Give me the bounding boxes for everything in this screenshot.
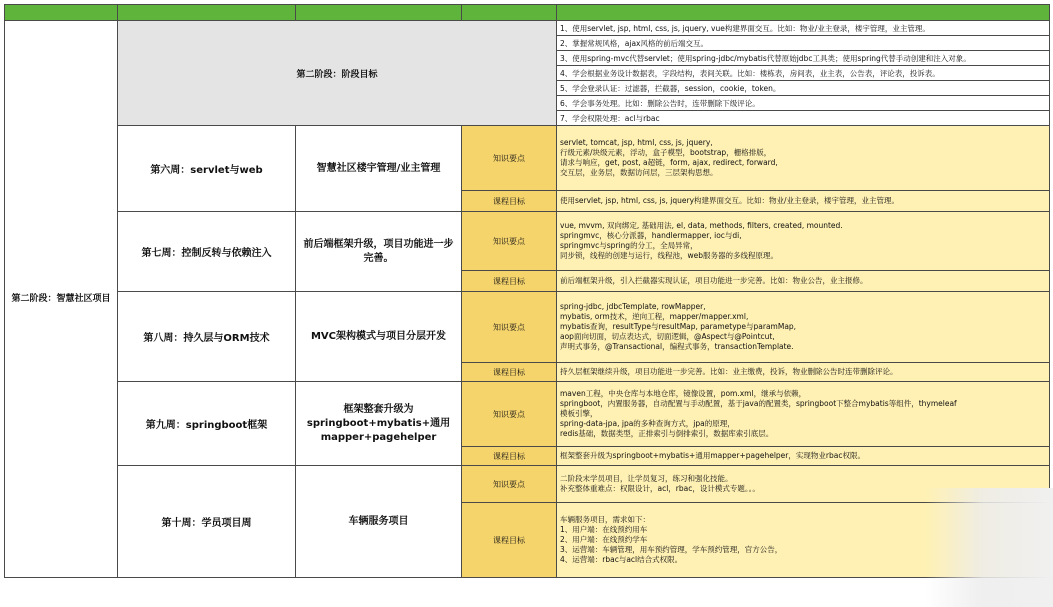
week-topic: 框架整套升级为springboot+mybatis+通用mapper+pagehelper: [296, 382, 462, 466]
goal-content: [557, 191, 1050, 212]
week-topic: 智慧社区楼宇管理/业主管理: [296, 126, 462, 212]
knowledge-line: 交互层，业务层，数据访问层，三层架构思想。: [560, 168, 718, 177]
curriculum-table: [4, 4, 1050, 578]
week-title: 第八周：持久层与ORM技术: [118, 292, 296, 382]
knowledge-line: mybatis查询，resultType与resultMap, parametype与paramMap,: [560, 322, 797, 331]
week-knowledge-row: [5, 382, 1050, 447]
green-header-row: [5, 5, 1050, 21]
goal-label: 课程目标: [462, 363, 557, 382]
goal-content: [557, 363, 1050, 382]
knowledge-line: mybatis, orm技术，逆向工程，mapper/mapper.xml,: [560, 312, 749, 321]
knowledge-content: [557, 466, 1050, 503]
knowledge-line: redis基础，数据类型，正排索引与倒排索引，数据库索引底层。: [560, 429, 774, 438]
phase-goal-item: 5、学会登录认证：过滤器，拦截器，session，cookie，token。: [557, 81, 1050, 96]
phase-goal-item: 4、学会根据业务设计数据表，字段结构，表间关联。比如：楼栋表，房间表，业主表，公告表，评论表，投诉表。: [557, 66, 1050, 81]
goal-line: 1、用户端：在线预约用车: [560, 525, 648, 534]
goal-line: 持久层框架继续升级，项目功能进一步完善。比如：业主缴费，投诉，物业删除公告时连带删除评论。: [560, 367, 898, 376]
goal-line: 2、用户端：在线预约学车: [560, 535, 648, 544]
week-topic: 车辆服务项目: [296, 466, 462, 578]
knowledge-label: 知识要点: [462, 292, 557, 363]
knowledge-line: springmvc与spring的分工，全局异常，: [560, 241, 698, 250]
header-cell: [557, 5, 1050, 21]
week-title: 第六周：servlet与web: [118, 126, 296, 212]
header-cell: [462, 5, 557, 21]
knowledge-line: vue, mvvm, 双向绑定, 基础用法, el, data, methods, filters, created, mounted.: [560, 221, 843, 230]
knowledge-content: [557, 212, 1050, 271]
knowledge-line: spring-data-jpa, jpa的多种查询方式，jpa的原理，: [560, 419, 735, 428]
goal-line: 3、运营端：车辆管理，用车预约管理，学车预约管理，官方公告，: [560, 545, 783, 554]
knowledge-line: spring-jdbc, jdbcTemplate, rowMapper,: [560, 302, 706, 311]
week-knowledge-row: [5, 212, 1050, 271]
goal-label: 课程目标: [462, 447, 557, 466]
header-cell: [296, 5, 462, 21]
knowledge-content: [557, 126, 1050, 191]
goal-line: 框架整套升级为springboot+mybatis+通用mapper+pagehelper，实现物业rbac权限。: [560, 451, 865, 460]
phase-goal-item: 3、使用spring-mvc代替servlet；使用spring-jdbc/mybatis代替原始jdbc工具类；使用spring代替手动创建和注入对象。: [557, 51, 1050, 66]
goal-label: 课程目标: [462, 191, 557, 212]
knowledge-line: maven工程，中央仓库与本地仓库，镜像设置，pom.xml，继承与依赖，: [560, 389, 807, 398]
knowledge-line: 行级元素/块级元素，浮动，盒子模型，bootstrap，栅格排版，: [560, 148, 772, 157]
week-topic: MVC架构模式与项目分层开发: [296, 292, 462, 382]
knowledge-line: springmvc，核心分派器，handlermapper, ioc与di,: [560, 231, 742, 240]
knowledge-line: 请求与响应，get, post, a超链，form, ajax, redirect, forward,: [560, 158, 778, 167]
knowledge-label: 知识要点: [462, 126, 557, 191]
phase-goal-item: 1、使用servlet, jsp, html, css, js, jquery, vue构建界面交互。比如：物业/业主登录，楼宇管理，业主管理。: [557, 21, 1050, 36]
goal-content: [557, 271, 1050, 292]
goal-line: 使用servlet, jsp, html, css, js, jquery构建界面交互。比如：物业/业主登录，楼宇管理，业主管理。: [560, 196, 900, 205]
knowledge-line: 同步锁，线程的创建与运行，线程池，web服务器的多线程原理。: [560, 251, 779, 260]
knowledge-line: aop面向切面，切点表达式，切面逻辑，@Aspect与@Pointcut,: [560, 332, 775, 341]
header-cell: [5, 5, 118, 21]
knowledge-line: springboot，内置服务器，自动配置与手动配置，基于java的配置类，springboot下整合mybatis等组件，thymeleaf: [560, 399, 957, 408]
phase-goal-item: 2、掌握常规风格，ajax风格的前后端交互。: [557, 36, 1050, 51]
header-cell: [118, 5, 296, 21]
phase-goal-item: 6、学会事务处理。比如：删除公告时，连带删除下级评论。: [557, 96, 1050, 111]
goal-line: 前后端框架升级，引入拦截器实现认证，项目功能进一步完善。比如：物业公告，业主报修。: [560, 276, 868, 285]
week-knowledge-row: [5, 126, 1050, 191]
week-title: 第十周：学员项目周: [118, 466, 296, 578]
goal-label: 课程目标: [462, 503, 557, 578]
phase-label-cell: 第二阶段：智慧社区项目: [5, 21, 118, 578]
phase-goal-row: [5, 21, 1050, 36]
goal-line: 4、运营端：rbac与acl结合式权限。: [560, 555, 683, 564]
goal-content: [557, 447, 1050, 466]
phase-goal-item: 7、学会权限处理：acl与rbac: [557, 111, 1050, 126]
knowledge-line: servlet, tomcat, jsp, html, css, js, jquery,: [560, 138, 713, 147]
knowledge-label: 知识要点: [462, 212, 557, 271]
week-title: 第七周：控制反转与依赖注入: [118, 212, 296, 292]
week-knowledge-row: [5, 292, 1050, 363]
week-knowledge-row: [5, 466, 1050, 503]
week-topic: 前后端框架升级，项目功能进一步完善。: [296, 212, 462, 292]
phase-goal-header: 第二阶段：阶段目标: [118, 21, 557, 126]
knowledge-label: 知识要点: [462, 466, 557, 503]
goal-label: 课程目标: [462, 271, 557, 292]
knowledge-content: [557, 292, 1050, 363]
knowledge-line: 模板引擎，: [560, 409, 598, 418]
knowledge-line: 声明式事务，@Transactional，编程式事务，transactionTemplate.: [560, 342, 794, 351]
knowledge-line: 二阶段末学员项目，让学员复习，练习和强化技能。: [560, 474, 733, 483]
knowledge-label: 知识要点: [462, 382, 557, 447]
week-title: 第九周：springboot框架: [118, 382, 296, 466]
goal-line: 车辆服务项目，需求如下：: [560, 515, 650, 524]
knowledge-content: [557, 382, 1050, 447]
knowledge-line: 补充整体重难点：权限设计，acl，rbac，设计模式专题。。。: [560, 484, 760, 493]
goal-content: [557, 503, 1050, 578]
